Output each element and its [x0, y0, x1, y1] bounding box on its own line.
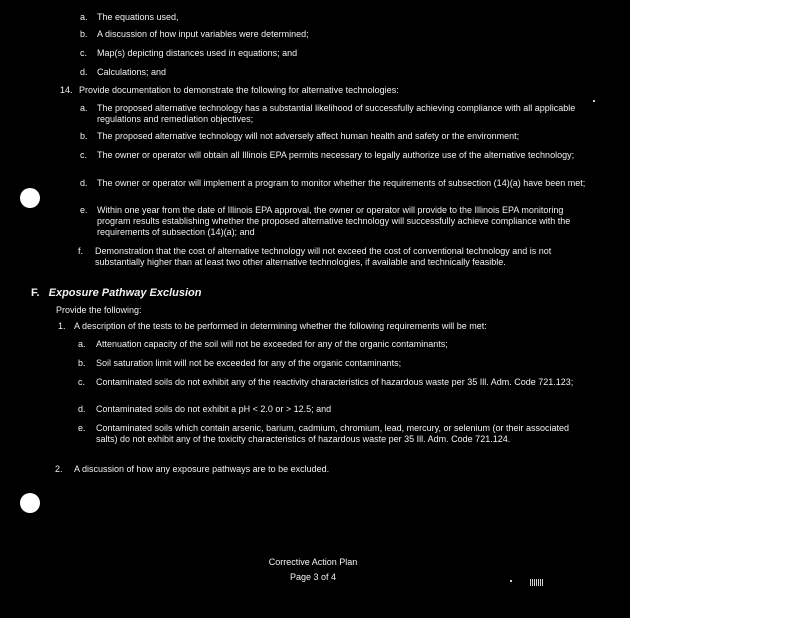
list-marker: a.	[80, 12, 88, 22]
punch-hole	[20, 188, 40, 208]
item-1-marker: 1.	[58, 321, 66, 331]
scan-stamp	[530, 579, 544, 586]
list-item: Calculations; and	[97, 67, 167, 77]
list-marker: c.	[78, 377, 86, 387]
punch-hole	[20, 493, 40, 513]
scan-speck	[510, 580, 512, 582]
list-marker: c.	[80, 48, 88, 58]
list-marker: a.	[80, 103, 88, 113]
list-marker: a.	[78, 339, 86, 349]
list-marker: d.	[80, 67, 88, 77]
list-item: Soil saturation limit will not be exceeded for any of the organic contaminants;	[96, 358, 402, 368]
item-14-text: Provide documentation to demonstrate the following for alternative technologies:	[79, 85, 399, 95]
list-item: The proposed alternative technology will not adversely affect human health and safety or the environment;	[97, 131, 520, 141]
item-2-text: A discussion of how any exposure pathways are to be excluded.	[74, 464, 330, 474]
section-title: Exposure Pathway Exclusion	[48, 287, 202, 299]
list-marker: d.	[80, 178, 88, 188]
list-marker: b.	[80, 131, 88, 141]
list-marker: f.	[78, 246, 84, 256]
list-item: A discussion of how input variables were determined;	[97, 29, 309, 39]
list-item: Contaminated soils do not exhibit any of the reactivity characteristics of hazardous waste per 35 Ill. Adm. Code 721.123;	[96, 377, 574, 387]
list-marker: b.	[80, 29, 88, 39]
list-marker: e.	[80, 205, 88, 215]
section-intro: Provide the following:	[56, 305, 142, 315]
list-item: Attenuation capacity of the soil will not be exceeded for any of the organic contaminants;	[96, 339, 448, 349]
list-marker: d.	[78, 404, 86, 414]
list-item: The owner or operator will obtain all Illinois EPA permits necessary to legally authorize use of the alternative technology;	[97, 150, 575, 160]
list-item: Demonstration that the cost of alternative technology will not exceed the cost of conventional technology and is not substantially higher than at least two other alternative technologies, if available and technically feasible.	[95, 246, 552, 267]
list-item: Map(s) depicting distances used in equations; and	[97, 48, 298, 58]
footer-page-number: Page 3 of 4	[289, 572, 337, 582]
list-item: Contaminated soils which contain arsenic, barium, cadmium, chromium, lead, mercury, or selenium (or their associated salts) do not exhibit any of the toxicity characteristics of hazardous waste per 35 Ill. Adm. Code 721.124.	[96, 423, 570, 444]
item-2-marker: 2.	[55, 464, 63, 474]
list-item: Contaminated soils do not exhibit a pH < 2.0 or > 12.5; and	[96, 404, 332, 414]
section-heading	[31, 288, 201, 299]
item-1-text: A description of the tests to be performed in determining whether the following requirements will be met:	[74, 321, 487, 331]
list-marker: b.	[78, 358, 86, 368]
item-14-marker: 14.	[60, 85, 73, 95]
section-letter: F.	[31, 287, 40, 299]
list-item: The proposed alternative technology has a substantial likelihood of successfully achieving compliance with all applicable regulations and remediation objectives;	[97, 103, 576, 124]
list-item: The equations used,	[97, 12, 179, 22]
list-marker: c.	[80, 150, 88, 160]
list-item: The owner or operator will implement a program to monitor whether the requirements of subsection (14)(a) have been met;	[97, 178, 586, 188]
list-marker: e.	[78, 423, 86, 433]
scan-speck	[593, 100, 595, 102]
list-item: Within one year from the date of Illinois EPA approval, the owner or operator will provide to the Illinois EPA monitoring program results establishing whether the proposed alternative technology will successfully achieve compliance with the requirements of subsection (14)(a); and	[97, 205, 571, 237]
footer-title: Corrective Action Plan	[268, 557, 358, 567]
